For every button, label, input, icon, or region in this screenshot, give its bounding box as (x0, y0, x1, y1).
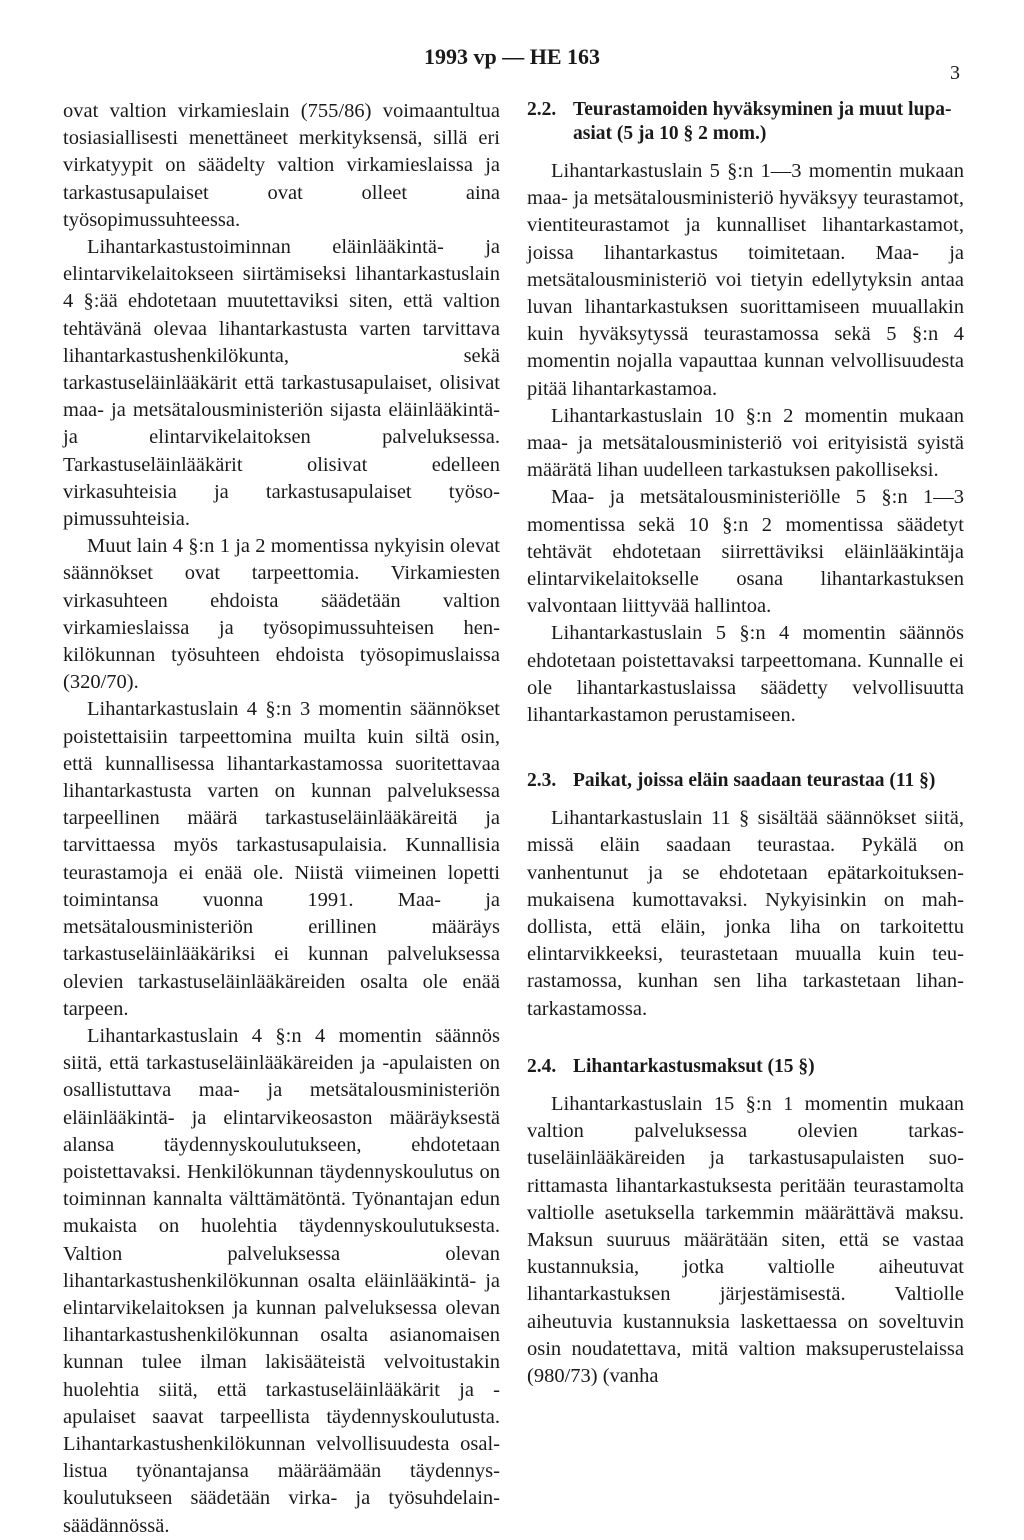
page-header: 1993 vp — HE 163 (423, 44, 601, 69)
left-column (63, 98, 500, 1540)
paragraph: Lihantarkastuslain 10 §:n 2 momentin mukaan maa- ja metsätalousministeriö voi erityisistä syistä määrätä lihan uudelleen tarkastuksen pakolliseksi. (527, 404, 964, 482)
right-column (527, 98, 964, 1390)
paragraph: Lihantarkastuslain 5 §:n 1—3 momentin mukaan maa- ja metsätalousministeriö hyväksyy teurastamot, vientiteurastamot ja kunnalliset lihantarkastamot, joissa lihantarkastus toimitetaan. Maa- ja metsätalousministeriö voi tietyin edellytyksin antaa luvan lihantarkastuksen suorittamiseen muuallakin kuin hyväksytyssä teurastamossa sekä 5 §:n 4 momentin nojalla vapauttaa kunnan velvollisuudesta pitää lihantarkastamoa. (527, 160, 964, 400)
section-title: Teurastamoiden hyväksyminen ja muut lupa-asiat (5 ja 10 § 2 mom.) (573, 99, 952, 144)
section-heading-2-4 (527, 1055, 964, 1079)
section-title: Lihantarkastusmaksut (15 §) (573, 1055, 815, 1077)
paragraph: Maa- ja metsätalousministeriölle 5 §:n 1—3 momentissa sekä 10 §:n 2 momentissa säädetyt tehtävät ehdotetaan siirrettäviksi eläinlääkintäja elintarvikelaitokselle osana lihantarkastuksen valvontaan liittyvää hallintoa. (527, 486, 964, 618)
section-number: 2.4. (527, 1055, 557, 1077)
paragraph: ovat valtion virkamieslain (755/86) voimaantultua tosiasiallisesti menettäneet merkityksensä, sillä eri virkatyypit on säädelty valtion virkamieslaissa ja tarkastusapulaiset ovat olleet aina työsopimussuhteessa. (63, 100, 500, 231)
paragraph: Muut lain 4 §:n 1 ja 2 momentissa nykyisin olevat säännökset ovat tarpeettomia. Virkamiesten virkasuhteen ehdoista säädetään valtion virkamieslaissa ja työsopimussuhteisen henkilökunnan työsuhteen ehdoista työsopimuslaissa (320/70). (63, 535, 500, 694)
section-number: 2.3. (527, 770, 557, 792)
paragraph: Lihantarkastuslain 5 §:n 4 momentin säännös ehdotetaan poistettavaksi tarpeettomana. Kunnalle ei ole lihantarkastuslaissa säädetty velvollisuutta lihantarkastamon perustamiseen. (527, 622, 964, 727)
paragraph: Lihantarkastuslain 4 §:n 3 momentin säännökset poistettaisiin tarpeettomina muilta kuin siltä osin, että kunnallisessa lihantarkastamossa suoritettavaa lihantarkastusta varten on kunnan palveluksessa tarpeellinen määrä tarkastuseläinlääkäreitä ja tarvittaessa myös tarkastusapulaisia. Kunnallisia teurastamoja ei enää ole. Niistä viimeinen lopetti toimintansa vuonna 1991. Maa- ja metsätalousministeriön erillinen määräys tarkastuseläinlääkäriksi ei kunnan palveluksessa olevien tarkastuseläinlääkäreiden osalta ole enää tarpeen. (63, 698, 500, 1020)
paragraph: Lihantarkastuslain 15 §:n 1 momentin mukaan valtion palveluksessa olevien tarkastuseläinlääkäreiden ja tarkastusapulaisten suorittamasta lihantarkastuksesta peritään teurastamolta valtiolle asetuksella tarkemmin määrättävä maksu. Maksun suuruus määrätään siten, että se vastaa kustannuksia, jotka valtiolle aiheutuvat lihantarkastuksen järjestämisestä. Valtiolle aiheutuvia kustannuksia laskettaessa on soveltuvin osin noudatettava, mitä valtion maksuperustelaissa (980/73) (vanha (527, 1092, 964, 1387)
section-heading-2-2 (527, 98, 964, 146)
paragraph: Lihantarkastuslain 4 §:n 4 momentin säännös siitä, että tarkastuseläinlääkäreiden ja -apulaisten on osallistuttava maa- ja metsätalousministeriön eläinlääkintä- ja elintarvikeosaston määräyksestä alansa täydennyskoulutukseen, ehdotetaan poistettavaksi. Henkilökunnan täydennyskoulutus on toiminnan kannalta välttämätöntä. Työnantajan edun mukaista on huolehtia täydennyskoulutuksesta. Valtion palveluksessa olevan lihantarkastushenkilökunnan osalta eläinlääkintä- ja elintarvikelaitoksen ja kunnan palveluksessa olevan lihantarkastushenkilökunnan osalta asianomaisen kunnan tulee ilman lakisääteistä velvoitustakin huolehtia siitä, että tarkastuseläinlääkärit ja -apulaiset saavat tarpeellista täydennyskoulutusta. Lihantarkastushenkilökunnan velvollisuudesta osallistua työnantajansa määräämään täydennyskoulutukseen säädetään virka- ja työsuhdelainsäädännössä. (63, 1024, 500, 1537)
section-title: Paikat, joissa eläin saadaan teurastaa (11 §) (573, 770, 936, 792)
page-number: 3 (950, 62, 960, 84)
section-number: 2.2. (527, 99, 557, 120)
section-heading-2-3 (527, 769, 964, 793)
paragraph: Lihantarkastustoiminnan eläinlääkintä- ja elintarvikelaitokseen siirtämiseksi lihantarkastuslain 4 §:ää ehdotetaan muutettaviksi siten, että valtion tehtävänä olevaa lihantarkastusta varten tarvittava lihantarkastushenkilökunta, sekä tarkastuseläinlääkärit että tarkastusapulaiset, olisivat maa- ja metsätalousministeriön sijasta eläinlääkintä- ja elintarvikelaitoksen palveluksessa. Tarkastuseläinlääkärit olisivat edelleen virkasuhteisia ja tarkastusapulaiset työsopimussuhteisia. (63, 236, 500, 531)
paragraph: Lihantarkastuslain 11 § sisältää säännökset siitä, missä eläin saadaan teurastaa. Pykälä on vanhentunut ja se ehdotetaan epätarkoituksenmukaisena kumottavaksi. Nykyisinkin on mahdollista, että eläin, jonka liha on tarkoitettu elintarvikkeeksi, teurastetaan muualla kuin teurastamossa, kunhan sen liha tarkastetaan lihantarkastamossa. (527, 807, 964, 1020)
